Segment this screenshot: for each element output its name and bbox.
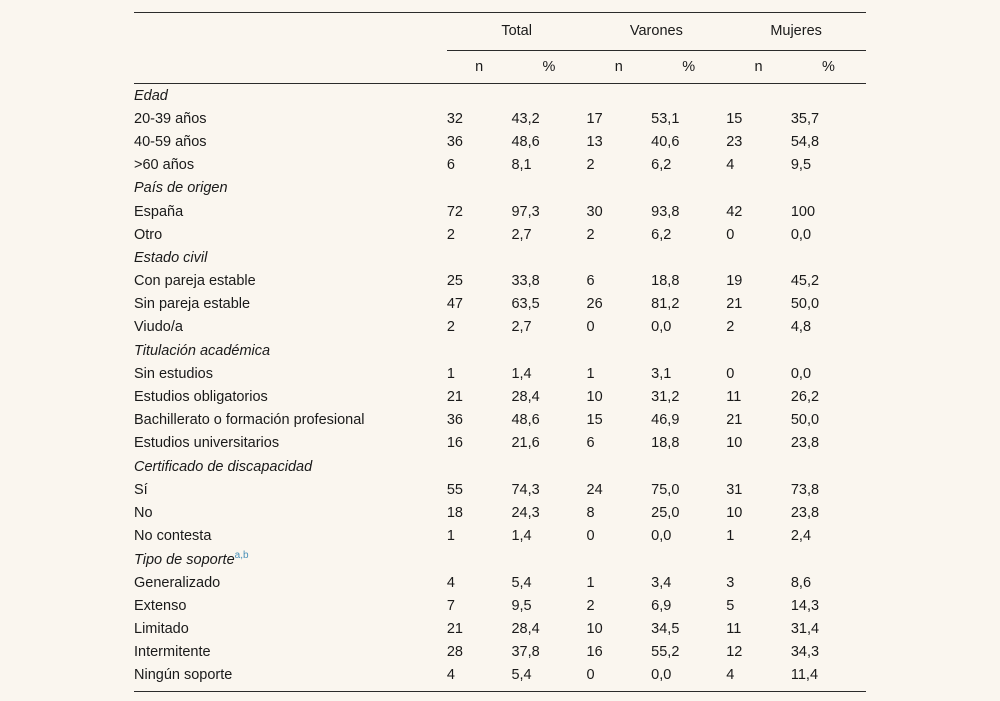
table-header — [134, 12, 866, 84]
cell-total-pct — [511, 339, 586, 362]
cell-mujeres-n: 10 — [726, 504, 743, 521]
cell-varones-pct: 6,2 — [651, 226, 672, 243]
row-item-label: No contesta — [134, 528, 212, 545]
table-row — [134, 246, 866, 269]
table-row — [134, 525, 866, 548]
cell-total-n — [447, 246, 512, 269]
row-item-label: No — [134, 504, 153, 521]
subheader-varones-pct: % — [682, 59, 696, 75]
cell-varones-n: 30 — [586, 203, 603, 220]
cell-varones-pct: 46,9 — [651, 412, 680, 429]
cell-varones-pct — [651, 455, 726, 478]
row-item-label: 40-59 años — [134, 133, 207, 150]
row-item-label: Ningún soporte — [134, 667, 233, 684]
subheader-mujeres-n: n — [754, 59, 763, 75]
row-item-label: Extenso — [134, 597, 187, 614]
cell-total-n: 55 — [446, 481, 463, 498]
subheader-varones-n: n — [614, 59, 623, 75]
cell-mujeres-pct: 50,0 — [790, 296, 820, 313]
cell-mujeres-n: 15 — [726, 110, 743, 127]
cell-mujeres-pct: 4,8 — [790, 319, 812, 336]
subheader-blank-cell — [134, 51, 447, 84]
cell-mujeres-pct: 50,0 — [790, 412, 820, 429]
cell-varones-pct: 81,2 — [651, 296, 680, 313]
row-item-label: Generalizado — [134, 574, 221, 591]
cell-total-n — [447, 548, 512, 571]
cell-total-n: 1 — [446, 365, 455, 382]
table-row — [134, 432, 866, 455]
table-row — [134, 641, 866, 664]
table-row — [134, 409, 866, 432]
cell-total-pct: 74,3 — [511, 481, 540, 498]
row-section-label: Titulación académica — [134, 342, 271, 359]
table-row — [134, 316, 866, 339]
cell-total-pct — [511, 177, 586, 200]
cell-mujeres-pct — [791, 177, 866, 200]
cell-mujeres-pct — [791, 548, 866, 571]
cell-varones-pct: 55,2 — [651, 644, 680, 661]
table-row — [134, 617, 866, 640]
cell-varones-pct: 3,1 — [651, 365, 672, 382]
cell-total-pct — [511, 246, 586, 269]
cell-total-n: 18 — [446, 504, 463, 521]
cell-varones-n: 2 — [586, 226, 595, 243]
table-row — [134, 455, 866, 478]
cell-varones-pct — [651, 339, 726, 362]
cell-total-pct: 28,4 — [511, 620, 540, 637]
cell-varones-pct: 0,0 — [651, 667, 672, 684]
table-row — [134, 478, 866, 501]
cell-total-n: 2 — [446, 226, 455, 243]
cell-mujeres-pct: 23,8 — [790, 504, 820, 521]
table-row — [134, 362, 866, 385]
row-item-label: Intermitente — [134, 644, 211, 661]
cell-total-n: 1 — [446, 528, 455, 545]
table-row — [134, 154, 866, 177]
cell-total-pct: 48,6 — [511, 133, 540, 150]
cell-varones-n: 0 — [586, 528, 595, 545]
row-item-label: Bachillerato o formación profesional — [134, 412, 365, 429]
cell-varones-pct: 6,2 — [651, 157, 672, 174]
row-item-label: Sin estudios — [134, 365, 213, 382]
cell-varones-n: 8 — [586, 504, 595, 521]
row-section-label: Tipo de soporte$^{a,b}$ — [134, 550, 249, 569]
cell-varones-n: 6 — [586, 435, 595, 452]
cell-varones-n: 26 — [586, 296, 603, 313]
table-row — [134, 270, 866, 293]
cell-mujeres-n: 0 — [726, 365, 735, 382]
cell-varones-n: 0 — [586, 667, 595, 684]
row-item-label: Estudios obligatorios — [134, 389, 268, 406]
cell-total-n: 32 — [446, 110, 463, 127]
cell-mujeres-n — [726, 84, 791, 108]
cell-varones-n — [587, 246, 652, 269]
cell-total-pct — [511, 548, 586, 571]
cell-total-n: 21 — [446, 389, 463, 406]
cell-total-pct — [511, 84, 586, 108]
cell-total-n: 72 — [446, 203, 463, 220]
cell-mujeres-pct — [791, 455, 866, 478]
cell-varones-pct: 25,0 — [651, 504, 680, 521]
table-row — [134, 664, 866, 687]
cell-total-pct: 28,4 — [511, 389, 540, 406]
row-item-label: Otro — [134, 226, 163, 243]
cell-mujeres-pct: 26,2 — [790, 389, 820, 406]
cell-varones-n: 17 — [586, 110, 603, 127]
cell-varones-n: 24 — [586, 481, 603, 498]
cell-mujeres-pct: 73,8 — [790, 481, 820, 498]
table-row — [134, 385, 866, 408]
cell-varones-pct: 18,8 — [651, 435, 680, 452]
cell-mujeres-n: 42 — [726, 203, 743, 220]
cell-mujeres-n — [726, 177, 791, 200]
cell-mujeres-pct: 100 — [790, 203, 816, 220]
cell-mujeres-pct: 0,0 — [790, 226, 812, 243]
cell-total-n: 28 — [446, 644, 463, 661]
row-item-label: Limitado — [134, 620, 189, 637]
cell-varones-n: 2 — [586, 157, 595, 174]
cell-mujeres-n: 5 — [726, 597, 735, 614]
cell-total-pct: 2,7 — [511, 319, 532, 336]
cell-mujeres-n: 21 — [726, 412, 743, 429]
cell-mujeres-n: 21 — [726, 296, 743, 313]
cell-mujeres-n: 19 — [726, 273, 743, 290]
cell-mujeres-n: 1 — [726, 528, 735, 545]
cell-total-pct: 21,6 — [511, 435, 540, 452]
table-row — [134, 571, 866, 594]
cell-total-pct: 1,4 — [511, 365, 532, 382]
group-header-total: Total — [447, 12, 587, 51]
cell-total-n: 7 — [446, 597, 455, 614]
cell-total-pct: 24,3 — [511, 504, 540, 521]
cell-varones-pct — [651, 548, 726, 571]
cell-total-pct: 2,7 — [511, 226, 532, 243]
cell-mujeres-n: 2 — [726, 319, 735, 336]
cell-varones-n — [587, 548, 652, 571]
cell-total-n: 4 — [446, 667, 455, 684]
cell-total-n — [447, 339, 512, 362]
cell-total-n: 47 — [446, 296, 463, 313]
row-item-label: Sí — [134, 481, 148, 498]
cell-varones-n: 13 — [586, 133, 603, 150]
cell-varones-n: 15 — [586, 412, 603, 429]
subheader-mujeres-pct: % — [821, 59, 835, 75]
footnote-marker[interactable]: a,b — [234, 550, 249, 562]
cell-varones-pct: 53,1 — [651, 110, 680, 127]
cell-total-n — [447, 455, 512, 478]
cell-mujeres-n: 4 — [726, 667, 735, 684]
row-item-label: 20-39 años — [134, 110, 207, 127]
cell-varones-pct: 3,4 — [651, 574, 672, 591]
cell-mujeres-pct: 45,2 — [790, 273, 820, 290]
cell-mujeres-pct — [791, 246, 866, 269]
cell-mujeres-n: 11 — [726, 389, 742, 406]
cell-total-n: 16 — [446, 435, 463, 452]
cell-varones-n: 2 — [586, 597, 595, 614]
cell-varones-n: 10 — [586, 389, 603, 406]
cell-varones-n: 1 — [586, 365, 595, 382]
cell-mujeres-n: 12 — [726, 644, 743, 661]
demographics-table — [134, 12, 866, 687]
cell-varones-n — [587, 84, 652, 108]
cell-total-n: 6 — [446, 157, 455, 174]
row-section-label: País de origen — [134, 180, 228, 197]
cell-total-pct: 63,5 — [511, 296, 540, 313]
cell-mujeres-n: 4 — [726, 157, 735, 174]
table-row — [134, 130, 866, 153]
cell-varones-n: 6 — [586, 273, 595, 290]
cell-mujeres-pct: 31,4 — [790, 620, 820, 637]
cell-total-pct: 33,8 — [511, 273, 540, 290]
cell-mujeres-n: 23 — [726, 133, 743, 150]
row-item-label: Sin pareja estable — [134, 296, 251, 313]
group-header-varones: Varones — [587, 12, 727, 51]
cell-mujeres-n: 0 — [726, 226, 735, 243]
cell-varones-pct: 40,6 — [651, 133, 680, 150]
cell-varones-pct: 6,9 — [651, 597, 672, 614]
cell-mujeres-n: 31 — [726, 481, 743, 498]
table-row — [134, 107, 866, 130]
cell-total-n: 4 — [446, 574, 455, 591]
cell-total-n: 36 — [446, 412, 463, 429]
row-item-label: Con pareja estable — [134, 273, 256, 290]
cell-total-pct: 43,2 — [511, 110, 540, 127]
cell-varones-n — [587, 177, 652, 200]
cell-mujeres-pct: 11,4 — [790, 667, 819, 684]
table-row — [134, 84, 866, 108]
row-item-label: >60 años — [134, 157, 195, 174]
row-section-label: Estado civil — [134, 249, 208, 266]
cell-mujeres-n — [726, 548, 791, 571]
cell-mujeres-n — [726, 455, 791, 478]
cell-varones-n: 10 — [586, 620, 603, 637]
cell-mujeres-pct: 2,4 — [790, 528, 812, 545]
sub-header-row — [134, 51, 866, 84]
cell-total-n — [447, 84, 512, 108]
cell-mujeres-pct: 0,0 — [790, 365, 812, 382]
cell-total-n — [447, 177, 512, 200]
cell-total-pct — [511, 455, 586, 478]
cell-varones-pct — [651, 84, 726, 108]
cell-varones-pct: 0,0 — [651, 319, 672, 336]
cell-total-pct: 1,4 — [511, 528, 532, 545]
cell-mujeres-n — [726, 246, 791, 269]
cell-total-pct: 37,8 — [511, 644, 540, 661]
group-header-mujeres: Mujeres — [726, 12, 866, 51]
cell-total-pct: 9,5 — [511, 597, 532, 614]
table-body — [134, 84, 866, 687]
row-item-label: España — [134, 203, 184, 220]
row-item-label: Viudo/a — [134, 319, 183, 336]
table-row — [134, 501, 866, 524]
cell-mujeres-pct — [791, 84, 866, 108]
row-section-label: Certificado de discapacidad — [134, 458, 313, 475]
cell-varones-pct: 34,5 — [651, 620, 680, 637]
header-blank-cell — [134, 12, 447, 51]
cell-total-pct: 8,1 — [511, 157, 532, 174]
cell-total-pct: 97,3 — [511, 203, 540, 220]
cell-mujeres-pct: 9,5 — [790, 157, 812, 174]
cell-varones-pct: 75,0 — [651, 481, 680, 498]
table-row — [134, 293, 866, 316]
cell-total-n: 36 — [446, 133, 463, 150]
table-bottom-rule — [134, 691, 866, 692]
table-row — [134, 200, 866, 223]
cell-varones-pct: 93,8 — [651, 203, 680, 220]
cell-varones-pct: 18,8 — [651, 273, 680, 290]
table-row — [134, 177, 866, 200]
cell-mujeres-n: 10 — [726, 435, 743, 452]
subheader-total-pct: % — [542, 59, 556, 75]
cell-mujeres-n: 11 — [726, 620, 742, 637]
cell-varones-pct: 0,0 — [651, 528, 672, 545]
cell-mujeres-pct: 23,8 — [790, 435, 820, 452]
cell-varones-n: 0 — [586, 319, 595, 336]
row-section-label: Edad — [134, 87, 168, 104]
table-row — [134, 223, 866, 246]
table-row — [134, 594, 866, 617]
cell-varones-pct — [651, 246, 726, 269]
row-item-label: Estudios universitarios — [134, 435, 280, 452]
cell-mujeres-pct: 35,7 — [790, 110, 820, 127]
cell-mujeres-pct: 34,3 — [790, 644, 820, 661]
subheader-total-n: n — [475, 59, 484, 75]
group-header-row — [134, 12, 866, 51]
cell-total-n: 2 — [446, 319, 455, 336]
cell-mujeres-pct: 54,8 — [790, 133, 820, 150]
cell-mujeres-n — [726, 339, 791, 362]
cell-varones-n — [587, 455, 652, 478]
cell-varones-pct: 31,2 — [651, 389, 680, 406]
cell-total-n: 21 — [446, 620, 463, 637]
cell-varones-n — [587, 339, 652, 362]
cell-varones-pct — [651, 177, 726, 200]
cell-total-pct: 48,6 — [511, 412, 540, 429]
cell-mujeres-pct: 8,6 — [790, 574, 812, 591]
cell-mujeres-n: 3 — [726, 574, 735, 591]
cell-varones-n: 16 — [586, 644, 603, 661]
cell-varones-n: 1 — [586, 574, 595, 591]
cell-total-pct: 5,4 — [511, 667, 532, 684]
cell-mujeres-pct: 14,3 — [790, 597, 820, 614]
cell-total-n: 25 — [446, 273, 463, 290]
cell-mujeres-pct — [791, 339, 866, 362]
cell-total-pct: 5,4 — [511, 574, 532, 591]
table-row — [134, 339, 866, 362]
table-row — [134, 548, 866, 571]
